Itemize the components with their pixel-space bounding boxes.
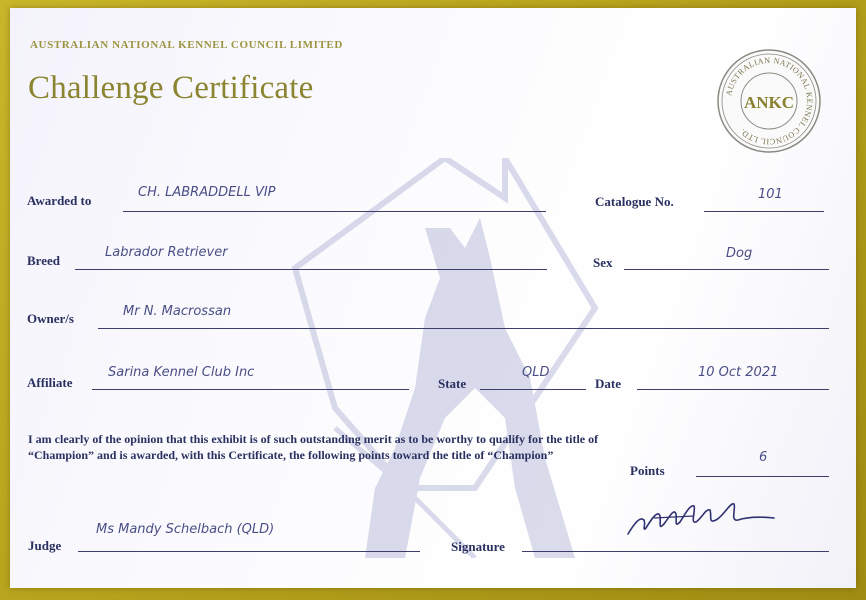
awarded-to-value: CH. LABRADDELL VIP	[138, 185, 276, 200]
certificate-sheet	[10, 8, 856, 588]
affiliate-line	[92, 389, 409, 390]
breed-value: Labrador Retriever	[105, 245, 228, 260]
catalogue-value: 101	[758, 187, 783, 202]
points-value: 6	[759, 450, 768, 465]
owner-line	[98, 328, 829, 329]
dog-watermark-icon	[275, 158, 615, 558]
sex-label: Sex	[593, 255, 613, 270]
breed-line	[75, 269, 547, 270]
signature-line	[522, 551, 829, 552]
seal-monogram: ANKC	[743, 93, 795, 112]
date-label: Date	[595, 376, 621, 391]
affiliate-value: Sarina Kennel Club Inc	[108, 365, 255, 380]
awarded-to-label: Awarded to	[27, 193, 92, 208]
state-line	[480, 389, 586, 390]
affiliate-label: Affiliate	[27, 375, 73, 390]
date-value: 10 Oct 2021	[698, 365, 779, 380]
award-statement: I am clearly of the opinion that this exhibit is of such outstanding merit as to be worthy to qualify for the title of “Champion” and is awarded, with this Certificate, the following points toward the title of “Champion”	[28, 432, 599, 462]
signature-label: Signature	[451, 539, 505, 554]
judge-line	[78, 551, 420, 552]
certificate-title: Challenge Certificate	[28, 70, 314, 106]
catalogue-line	[704, 211, 824, 212]
date-line	[637, 389, 829, 390]
council-name: AUSTRALIAN NATIONAL KENNEL COUNCIL LIMITED	[30, 39, 343, 51]
sex-line	[624, 269, 829, 270]
owner-label: Owner/s	[27, 311, 74, 326]
owner-value: Mr N. Macrossan	[123, 304, 232, 319]
points-line	[696, 476, 829, 477]
handwritten-signature	[624, 494, 784, 540]
points-label: Points	[630, 463, 665, 478]
state-label: State	[438, 376, 467, 391]
catalogue-label: Catalogue No.	[595, 194, 674, 209]
state-value: QLD	[522, 365, 550, 380]
judge-label: Judge	[28, 538, 62, 553]
awarded-to-line	[123, 211, 546, 212]
sex-value: Dog	[726, 246, 753, 261]
breed-label: Breed	[27, 253, 60, 268]
seal-ring-text: AUSTRALIAN NATIONAL KENNEL COUNCIL LTD.	[724, 55, 815, 147]
judge-value: Ms Mandy Schelbach (QLD)	[96, 522, 275, 537]
ankc-seal-icon	[716, 48, 822, 154]
